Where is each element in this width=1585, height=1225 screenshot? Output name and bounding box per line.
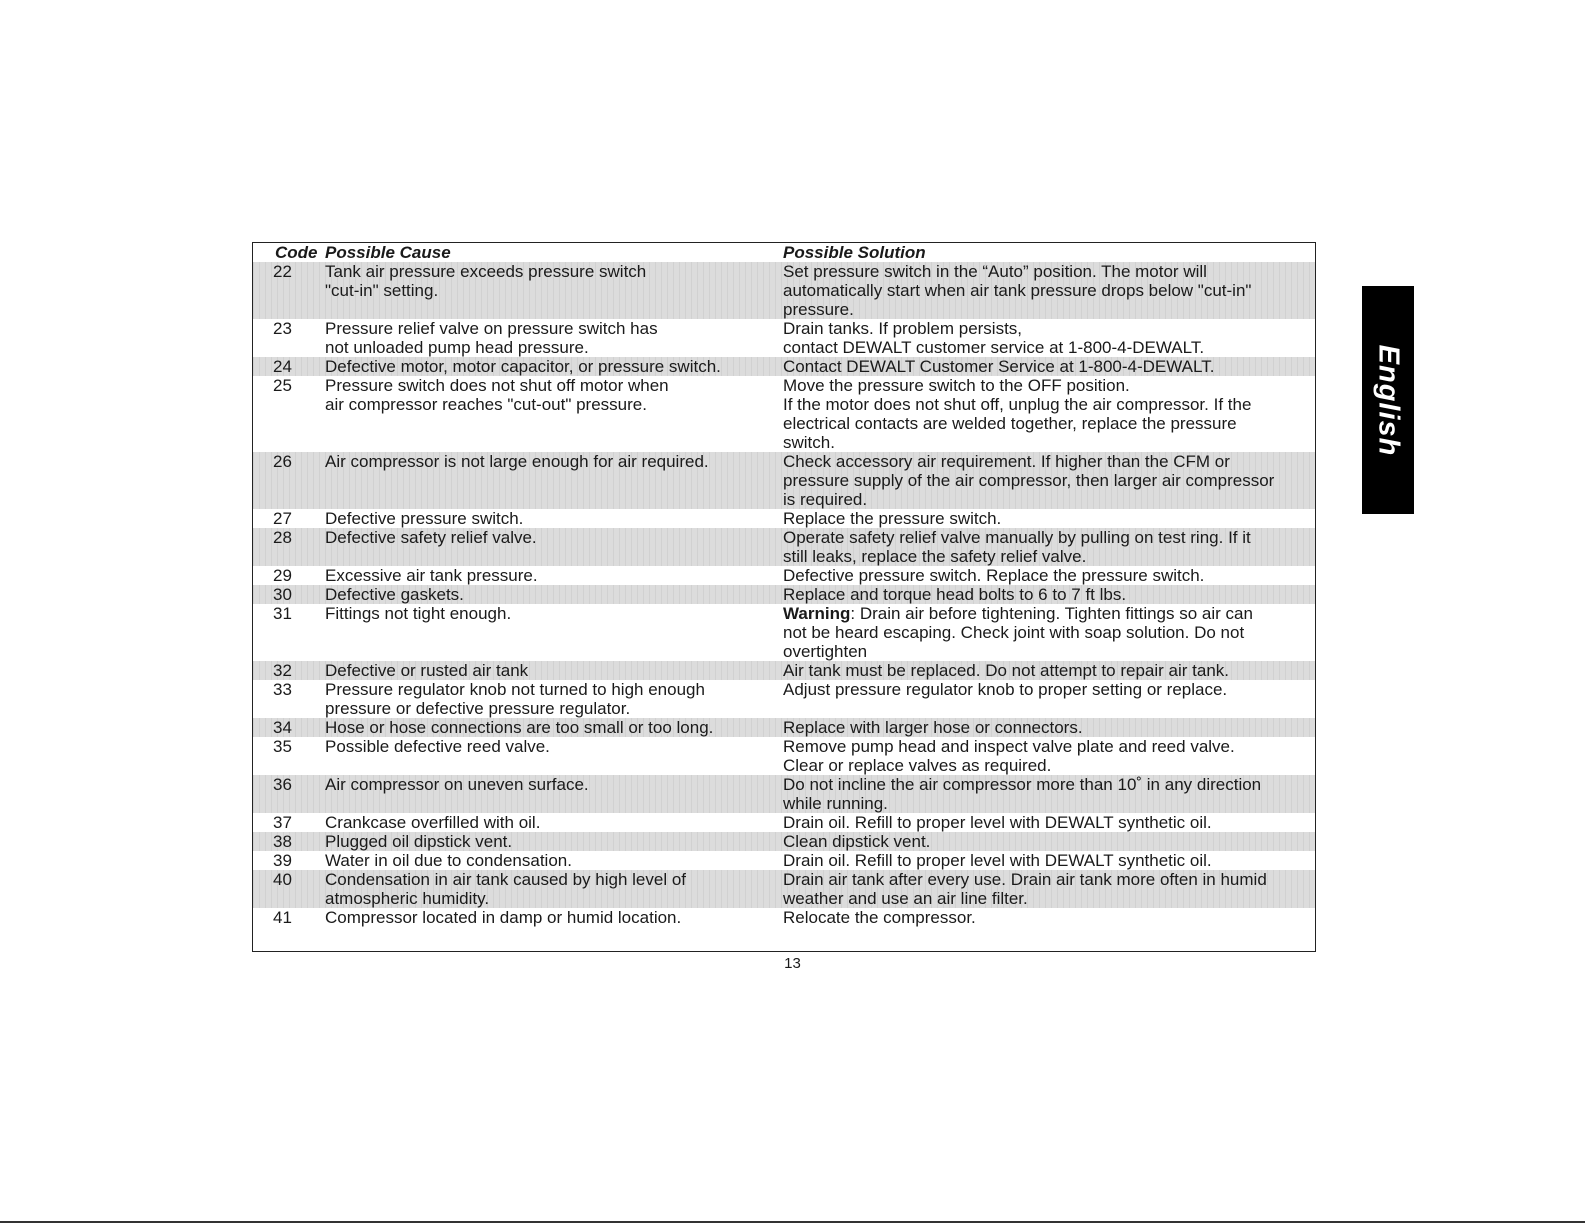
row-code: 24 [273, 357, 292, 376]
row-solution: Replace with larger hose or connectors. [783, 718, 1083, 737]
row-code: 35 [273, 737, 292, 756]
table-row [253, 319, 1315, 357]
row-cause: Tank air pressure exceeds pressure switch "cut-in" setting. [325, 262, 647, 300]
row-cause: Defective motor, motor capacitor, or pressure switch. [325, 357, 721, 376]
row-code: 23 [273, 319, 292, 338]
table-row [253, 262, 1315, 319]
row-solution: Move the pressure switch to the OFF position. If the motor does not shut off, unplug the air compressor. If the electrical contacts are welded together, replace the pressure switch. [783, 376, 1252, 452]
language-tab-label: English [1372, 344, 1405, 456]
row-solution [783, 604, 1303, 661]
table-row [253, 528, 1315, 566]
table-row [253, 832, 1315, 851]
row-solution: Operate safety relief valve manually by pulling on test ring. If it still leaks, replace the safety relief valve. [783, 528, 1251, 566]
table-row [253, 908, 1315, 927]
row-code: 22 [273, 262, 292, 281]
row-code: 33 [273, 680, 292, 699]
row-code: 40 [273, 870, 292, 889]
row-code: 39 [273, 851, 292, 870]
page-number: 13 [784, 955, 801, 972]
row-cause: Fittings not tight enough. [325, 604, 512, 623]
row-solution: Contact DEWALT Customer Service at 1-800-4-DEWALT. [783, 357, 1215, 376]
table-row [253, 452, 1315, 509]
table-row [253, 604, 1315, 661]
warning-label: Warning [783, 604, 851, 623]
row-code: 27 [273, 509, 292, 528]
row-cause: Pressure switch does not shut off motor when air compressor reaches "cut-out" pressure. [325, 376, 669, 414]
table-body [253, 262, 1315, 927]
table-row [253, 661, 1315, 680]
row-solution: Do not incline the air compressor more than 10˚ in any direction while running. [783, 775, 1262, 813]
row-cause: Air compressor is not large enough for air required. [325, 452, 709, 471]
header-possible-cause: Possible Cause [325, 243, 451, 262]
row-code: 34 [273, 718, 292, 737]
header-code: Code [275, 243, 318, 262]
row-cause: Crankcase overfilled with oil. [325, 813, 541, 832]
table-row [253, 775, 1315, 813]
row-code: 25 [273, 376, 292, 395]
row-code: 28 [273, 528, 292, 547]
row-solution: Replace and torque head bolts to 6 to 7 ft lbs. [783, 585, 1127, 604]
row-solution: Drain oil. Refill to proper level with DEWALT synthetic oil. [783, 851, 1212, 870]
row-code: 26 [273, 452, 292, 471]
row-solution: Drain oil. Refill to proper level with DEWALT synthetic oil. [783, 813, 1212, 832]
row-cause: Defective pressure switch. [325, 509, 524, 528]
row-cause: Possible defective reed valve. [325, 737, 550, 756]
row-cause: Defective gaskets. [325, 585, 464, 604]
row-cause: Air compressor on uneven surface. [325, 775, 589, 794]
row-cause: Water in oil due to condensation. [325, 851, 572, 870]
row-cause: Plugged oil dipstick vent. [325, 832, 513, 851]
row-cause: Excessive air tank pressure. [325, 566, 538, 585]
warning-text: : Drain air before tightening. Tighten fittings so air can not be heard escaping. Check joint with soap solution. Do not overtighten [783, 604, 1253, 661]
bottom-rule [0, 1221, 1585, 1223]
row-solution: Drain tanks. If problem persists, contact DEWALT customer service at 1-800-4-DEWALT. [783, 319, 1205, 357]
row-solution: Defective pressure switch. Replace the pressure switch. [783, 566, 1205, 585]
row-solution: Replace the pressure switch. [783, 509, 1002, 528]
row-code: 36 [273, 775, 292, 794]
row-solution: Check accessory air requirement. If higher than the CFM or pressure supply of the air compressor, then larger air compressor is required. [783, 452, 1275, 509]
row-solution: Drain air tank after every use. Drain air tank more often in humid weather and use an air line filter. [783, 870, 1267, 908]
table-row [253, 376, 1315, 452]
row-code: 31 [273, 604, 292, 623]
table-row [253, 585, 1315, 604]
row-cause: Defective or rusted air tank [325, 661, 529, 680]
row-code: 37 [273, 813, 292, 832]
header-possible-solution: Possible Solution [783, 243, 926, 262]
table-header [253, 243, 1315, 262]
row-code: 38 [273, 832, 292, 851]
table-row [253, 870, 1315, 908]
row-solution: Adjust pressure regulator knob to proper setting or replace. [783, 680, 1228, 699]
table-row [253, 813, 1315, 832]
table-row [253, 680, 1315, 718]
row-code: 30 [273, 585, 292, 604]
row-solution: Set pressure switch in the “Auto” position. The motor will automatically start when air tank pressure drops below "cut-in" pressure. [783, 262, 1252, 319]
row-solution: Air tank must be replaced. Do not attempt to repair air tank. [783, 661, 1229, 680]
table-row [253, 566, 1315, 585]
troubleshooting-table [252, 242, 1316, 952]
row-solution: Relocate the compressor. [783, 908, 976, 927]
table-row [253, 357, 1315, 376]
table-row [253, 718, 1315, 737]
row-solution: Remove pump head and inspect valve plate and reed valve. Clear or replace valves as required. [783, 737, 1235, 775]
row-code: 29 [273, 566, 292, 585]
row-code: 41 [273, 908, 292, 927]
row-cause: Condensation in air tank caused by high level of atmospheric humidity. [325, 870, 687, 908]
row-solution: Clean dipstick vent. [783, 832, 931, 851]
row-cause: Pressure regulator knob not turned to high enough pressure or defective pressure regulator. [325, 680, 705, 718]
language-tab [1362, 286, 1414, 514]
table-row [253, 737, 1315, 775]
row-cause: Hose or hose connections are too small or too long. [325, 718, 714, 737]
row-code: 32 [273, 661, 292, 680]
row-cause: Pressure relief valve on pressure switch has not unloaded pump head pressure. [325, 319, 658, 357]
row-cause: Defective safety relief valve. [325, 528, 537, 547]
table-row [253, 509, 1315, 528]
row-cause: Compressor located in damp or humid location. [325, 908, 682, 927]
table-row [253, 851, 1315, 870]
